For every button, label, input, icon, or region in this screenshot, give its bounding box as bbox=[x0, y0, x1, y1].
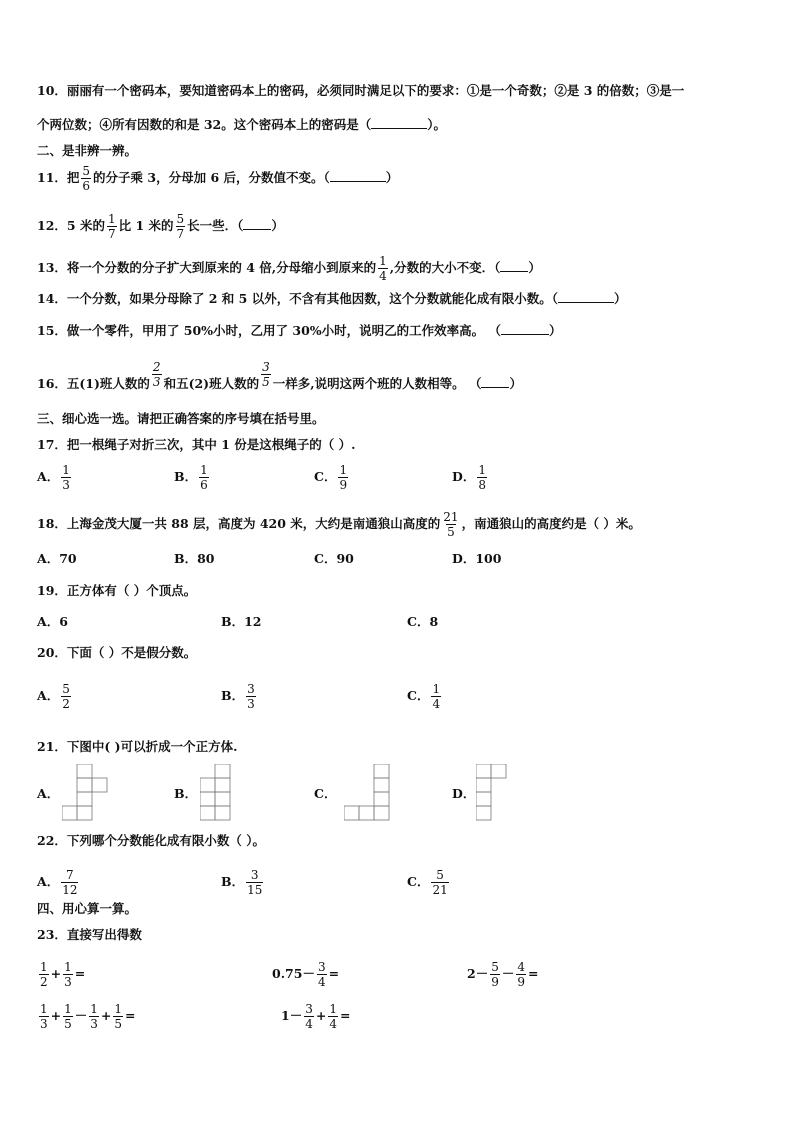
numerator: 1 bbox=[379, 254, 387, 268]
question-19-stem: 19．正方体有（ ）个顶点。 bbox=[37, 583, 197, 598]
fraction bbox=[490, 960, 500, 989]
option-b[interactable] bbox=[221, 682, 258, 711]
option-b[interactable]: B．12 bbox=[221, 614, 262, 629]
option-c[interactable]: C．8 bbox=[407, 614, 439, 629]
denominator: 7 bbox=[176, 227, 185, 241]
q13-tail: ） bbox=[528, 260, 541, 275]
option-b[interactable]: B． bbox=[174, 786, 198, 801]
q16-tail: ） bbox=[509, 376, 522, 391]
option-c[interactable] bbox=[314, 463, 350, 492]
question-20-stem: 20．下面（ ）不是假分数。 bbox=[37, 645, 197, 660]
section-heading-3: 三、细心选一选。请把正确答案的序号填在括号里。 bbox=[37, 411, 325, 426]
expression-5 bbox=[281, 1002, 350, 1031]
option-label: C． bbox=[407, 874, 430, 889]
cube-net-b bbox=[200, 764, 232, 824]
denominator: 6 bbox=[82, 179, 91, 193]
expression-3 bbox=[467, 960, 538, 989]
option-b[interactable] bbox=[221, 868, 265, 897]
fraction bbox=[89, 1002, 99, 1031]
numerator: 1 bbox=[40, 960, 48, 974]
equals: = bbox=[339, 1008, 351, 1023]
numerator: 1 bbox=[432, 682, 441, 696]
q12-mid: 比 1 米的 bbox=[118, 218, 174, 233]
fraction bbox=[477, 463, 487, 492]
fraction bbox=[199, 463, 209, 492]
equals: = bbox=[125, 1008, 136, 1023]
option-d[interactable]: D． bbox=[452, 786, 476, 801]
denominator: 12 bbox=[62, 883, 78, 897]
option-label: A． bbox=[37, 469, 60, 484]
answer-blank[interactable] bbox=[243, 217, 271, 230]
expression-1 bbox=[37, 960, 85, 989]
q15-text: 15．做一个零件，甲用了 50%小时，乙用了 30%小时，说明乙的工作效率高。 （ bbox=[37, 323, 501, 338]
numerator: 1 bbox=[107, 212, 116, 226]
option-c[interactable]: C． bbox=[314, 786, 337, 801]
option-a[interactable]: A． bbox=[37, 786, 60, 801]
option-c[interactable] bbox=[407, 868, 451, 897]
fraction bbox=[516, 960, 526, 989]
question-10-text: 个两位数；④所有因数的和是 32。这个密码本上的密码是（ bbox=[37, 117, 372, 132]
fraction bbox=[61, 868, 78, 897]
q11-post: 的分子乘 3，分母加 6 后，分数值不变。（ bbox=[93, 170, 330, 185]
fraction bbox=[442, 510, 459, 539]
denominator: 9 bbox=[339, 478, 348, 492]
denominator: 2 bbox=[62, 697, 70, 711]
numerator: 1 bbox=[64, 1002, 72, 1016]
fraction bbox=[107, 212, 117, 241]
fraction bbox=[338, 463, 348, 492]
answer-blank[interactable] bbox=[501, 322, 549, 335]
option-d[interactable] bbox=[452, 463, 489, 492]
q15-tail: ） bbox=[549, 323, 562, 338]
q16-pre: 16．五(1)班人数的 bbox=[37, 376, 150, 391]
cube-net-a bbox=[62, 764, 108, 824]
option-c[interactable] bbox=[407, 682, 443, 711]
option-a[interactable] bbox=[37, 682, 73, 711]
question-21-stem: 21．下图中( )可以折成一个正方体. bbox=[37, 739, 238, 754]
cube-net-c bbox=[344, 764, 390, 824]
expression-prefix: 0.75－ bbox=[272, 966, 315, 981]
operator: + bbox=[100, 1008, 112, 1023]
numerator: 1 bbox=[478, 463, 486, 477]
option-a[interactable] bbox=[37, 868, 80, 897]
expression-4 bbox=[37, 1002, 136, 1031]
question-12 bbox=[37, 212, 284, 241]
numerator: 1 bbox=[339, 463, 348, 477]
q11-pre: 11．把 bbox=[37, 170, 80, 185]
fraction bbox=[61, 682, 71, 711]
numerator: 3 bbox=[317, 960, 326, 974]
numerator: 1 bbox=[64, 960, 72, 974]
denominator: 9 bbox=[517, 975, 525, 989]
fraction bbox=[176, 212, 186, 241]
q12-pre: 12．5 米的 bbox=[37, 218, 105, 233]
question-23-stem: 23．直接写出得数 bbox=[37, 927, 142, 942]
option-label: D． bbox=[452, 469, 476, 484]
numerator: 5 bbox=[82, 164, 91, 178]
denominator: 4 bbox=[379, 269, 387, 283]
q18-post: ，南通狼山的高度约是（ ）米。 bbox=[461, 516, 641, 531]
option-label: C． bbox=[314, 469, 337, 484]
section-heading-2: 二、是非辨一辨。 bbox=[37, 143, 138, 158]
denominator: 8 bbox=[478, 478, 486, 492]
numerator: 4 bbox=[517, 960, 525, 974]
question-18 bbox=[37, 510, 641, 539]
expression-prefix: 2－ bbox=[467, 966, 489, 981]
denominator: 7 bbox=[107, 227, 116, 241]
answer-blank[interactable] bbox=[500, 259, 528, 272]
denominator: 5 bbox=[64, 1017, 72, 1031]
question-10-line1: 10．丽丽有一个密码本，要知道密码本上的密码，必须同时满足以下的要求：①是一个奇数；②是 3 的倍数；③是一 bbox=[37, 83, 685, 98]
q11-tail: ） bbox=[385, 170, 399, 185]
denominator: 3 bbox=[40, 1017, 48, 1031]
option-a[interactable]: A．70 bbox=[37, 551, 77, 566]
q14-tail: ） bbox=[613, 291, 627, 306]
numerator: 3 bbox=[305, 1002, 313, 1016]
denominator: 15 bbox=[247, 883, 263, 897]
question-13 bbox=[37, 254, 541, 283]
numerator: 5 bbox=[436, 868, 444, 882]
fraction bbox=[152, 360, 162, 389]
denominator: 21 bbox=[432, 883, 448, 897]
fraction bbox=[113, 1002, 123, 1031]
numerator: 2 bbox=[152, 360, 161, 374]
answer-blank[interactable] bbox=[558, 290, 614, 303]
fraction bbox=[81, 164, 91, 193]
numerator: 1 bbox=[40, 1002, 48, 1016]
fraction bbox=[61, 463, 71, 492]
numerator: 1 bbox=[114, 1002, 123, 1016]
denominator: 3 bbox=[62, 478, 70, 492]
numerator: 1 bbox=[200, 463, 208, 477]
q16-post: 一样多,说明这两个班的人数相等。 （ bbox=[272, 376, 482, 391]
q13-pre: 13．将一个分数的分子扩大到原来的 4 倍,分母缩小到原来的 bbox=[37, 260, 377, 275]
operator: + bbox=[50, 1008, 62, 1023]
denominator: 5 bbox=[114, 1017, 123, 1031]
question-22-stem: 22．下列哪个分数能化成有限小数（ ）。 bbox=[37, 833, 265, 848]
option-label: A． bbox=[37, 874, 60, 889]
denominator: 2 bbox=[40, 975, 48, 989]
option-b[interactable]: B．80 bbox=[174, 551, 215, 566]
numerator: 5 bbox=[491, 960, 499, 974]
numerator: 1 bbox=[90, 1002, 98, 1016]
fraction bbox=[246, 682, 256, 711]
question-15 bbox=[37, 322, 562, 340]
numerator: 3 bbox=[250, 868, 259, 882]
numerator: 21 bbox=[443, 510, 459, 524]
option-label: A． bbox=[37, 688, 60, 703]
operator: － bbox=[74, 1008, 88, 1023]
question-16 bbox=[37, 360, 522, 399]
q18-pre: 18．上海金茂大厦一共 88 层，高度为 420 米，大约是南通狼山高度的 bbox=[37, 516, 441, 531]
option-c[interactable]: C．90 bbox=[314, 551, 354, 566]
equals: = bbox=[328, 966, 340, 981]
expression-prefix: 1－ bbox=[281, 1008, 303, 1023]
numerator: 1 bbox=[329, 1002, 337, 1016]
denominator: 3 bbox=[90, 1017, 98, 1031]
numerator: 7 bbox=[66, 868, 74, 882]
option-a[interactable] bbox=[37, 463, 73, 492]
denominator: 3 bbox=[247, 697, 255, 711]
denominator: 4 bbox=[305, 1017, 313, 1031]
question-10-tail: ）。 bbox=[427, 117, 447, 132]
numerator: 5 bbox=[176, 212, 185, 226]
option-label: B． bbox=[221, 688, 245, 703]
q12-tail: ） bbox=[271, 218, 284, 233]
q13-post: ,分数的大小不变．（ bbox=[389, 260, 501, 275]
equals: = bbox=[528, 966, 539, 981]
expression-2 bbox=[272, 960, 339, 989]
denominator: 3 bbox=[152, 375, 161, 389]
fraction bbox=[246, 868, 263, 897]
denominator: 3 bbox=[64, 975, 72, 989]
option-label: C． bbox=[407, 688, 430, 703]
fraction bbox=[304, 1002, 314, 1031]
option-b[interactable] bbox=[174, 463, 211, 492]
question-14 bbox=[37, 290, 626, 308]
option-label: B． bbox=[174, 469, 198, 484]
answer-blank[interactable] bbox=[330, 169, 386, 182]
q12-post: 长一些．（ bbox=[187, 218, 244, 233]
numerator: 3 bbox=[247, 682, 255, 696]
denominator: 4 bbox=[432, 697, 441, 711]
operator: + bbox=[315, 1008, 327, 1023]
denominator: 4 bbox=[329, 1017, 337, 1031]
fraction bbox=[261, 360, 271, 389]
question-17-stem: 17．把一根绳子对折三次，其中 1 份是这根绳子的（ ）. bbox=[37, 437, 356, 452]
operator: － bbox=[501, 966, 515, 981]
fraction bbox=[431, 682, 441, 711]
equals: = bbox=[74, 966, 86, 981]
numerator: 1 bbox=[62, 463, 70, 477]
fraction bbox=[39, 1002, 49, 1031]
operator: + bbox=[50, 966, 62, 981]
fraction bbox=[378, 254, 388, 283]
section-heading-4: 四、用心算一算。 bbox=[37, 901, 138, 916]
question-11 bbox=[37, 164, 398, 193]
numerator: 5 bbox=[62, 682, 70, 696]
fraction bbox=[317, 960, 327, 989]
fraction bbox=[63, 1002, 73, 1031]
cube-net-d bbox=[476, 764, 508, 824]
denominator: 4 bbox=[317, 975, 326, 989]
denominator: 6 bbox=[200, 478, 208, 492]
question-10-line2 bbox=[37, 116, 446, 134]
fraction bbox=[328, 1002, 338, 1031]
denominator: 5 bbox=[262, 375, 270, 389]
fraction bbox=[39, 960, 49, 989]
answer-blank[interactable] bbox=[371, 116, 427, 129]
q16-mid: 和五(2)班人数的 bbox=[163, 376, 260, 391]
fraction bbox=[63, 960, 73, 989]
denominator: 5 bbox=[447, 525, 455, 539]
denominator: 9 bbox=[491, 975, 499, 989]
answer-blank[interactable] bbox=[481, 375, 509, 388]
option-d[interactable]: D．100 bbox=[452, 551, 502, 566]
option-a[interactable]: A．6 bbox=[37, 614, 68, 629]
fraction bbox=[431, 868, 448, 897]
q14-text: 14．一个分数，如果分母除了 2 和 5 以外，不含有其他因数，这个分数就能化成有限小数。（ bbox=[37, 291, 558, 306]
numerator: 3 bbox=[262, 360, 270, 374]
option-label: B． bbox=[221, 874, 245, 889]
